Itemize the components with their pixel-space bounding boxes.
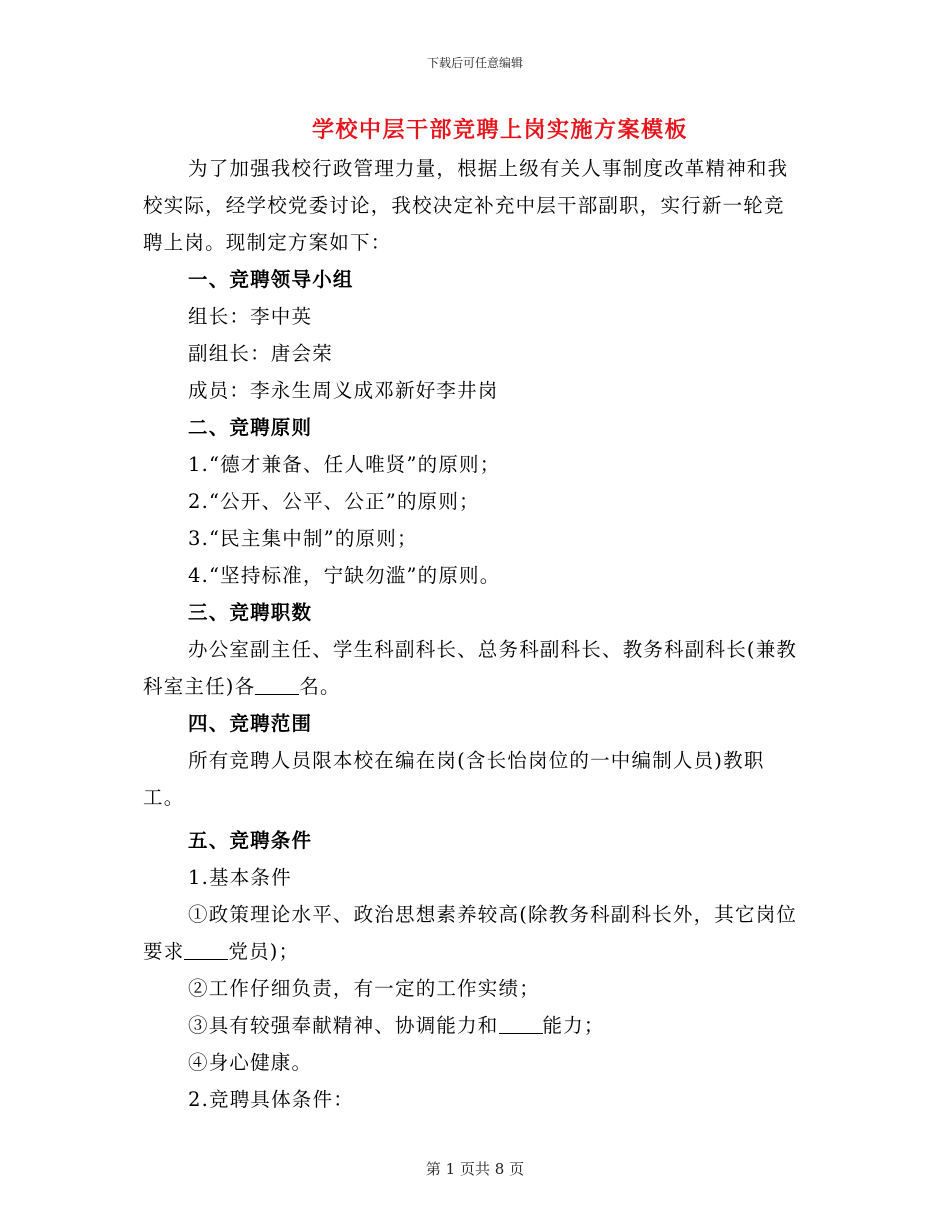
section-heading-principles: 二、竞聘原则 [188, 416, 313, 439]
condition-item: ④身心健康。 [188, 1051, 313, 1074]
condition-item: ②工作仔细负责，有一定的工作实绩； [188, 977, 540, 1000]
positions-text: 办公室副主任、学生科副科长、总务科副科长、教务科副科长(兼教科室主任)各 [143, 638, 798, 698]
section-heading-positions: 三、竞聘职数 [188, 601, 313, 624]
section-heading-conditions: 五、竞聘条件 [188, 829, 313, 852]
condition-suffix: 党员)； [228, 940, 300, 963]
document-title: 学校中层干部竞聘上岗实施方案模板 [311, 117, 688, 143]
condition-item [143, 896, 805, 970]
leader-line: 组长：李中英 [188, 305, 313, 328]
fill-in-blank [499, 1015, 543, 1034]
principle-item: 1.“德才兼备、任人唯贤”的原则； [188, 453, 501, 476]
principle-item: 2.“公开、公平、公正”的原则； [188, 490, 480, 513]
condition-suffix: 能力； [542, 1014, 605, 1037]
condition-item [143, 1007, 805, 1044]
document-body [143, 150, 805, 1118]
positions-suffix: 名。 [299, 675, 341, 698]
members-line: 成员：李永生周义成邓新好李井岗 [188, 379, 499, 402]
fill-in-blank [255, 676, 299, 695]
page-footer: 第 1 页共 8 页 [425, 1160, 525, 1178]
principle-item: 3.“民主集中制”的原则； [188, 527, 418, 550]
fill-in-blank [184, 941, 228, 960]
basic-conditions-subheading: 1.基本条件 [188, 866, 292, 889]
intro-paragraph: 为了加强我校行政管理力量，根据上级有关人事制度改革精神和我校实际，经学校党委讨论，我校决定补充中层干部副职，实行新一轮竞聘上岗。现制定方案如下： [143, 157, 789, 254]
header-note: 下载后可任意编辑 [426, 56, 523, 70]
principle-item: 4.“坚持标准，宁缺勿滥”的原则。 [188, 564, 501, 587]
section-heading-scope: 四、竞聘范围 [188, 712, 313, 735]
deputy-leader-line: 副组长：唐会荣 [188, 342, 333, 365]
condition-text: ①政策理论水平、政治思想素养较高(除教务科副科长外，其它岗位要求 [143, 903, 798, 963]
positions-paragraph [143, 631, 805, 705]
section-heading-leadership: 一、竞聘领导小组 [188, 268, 354, 291]
condition-text: ③具有较强奉献精神、协调能力和 [188, 1014, 499, 1037]
scope-paragraph: 所有竞聘人员限本校在编在岗(含长怡岗位的一中编制人员)教职工。 [143, 749, 765, 809]
specific-conditions-subheading: 2.竞聘具体条件： [188, 1088, 354, 1111]
